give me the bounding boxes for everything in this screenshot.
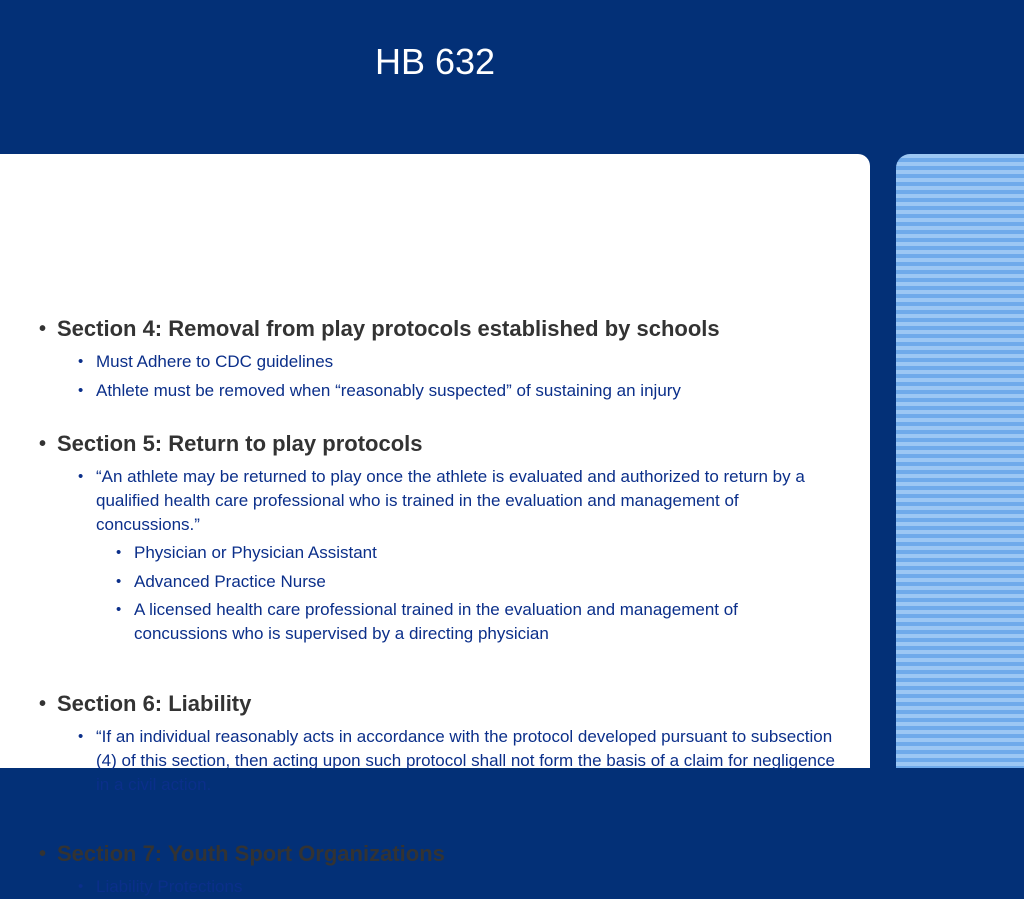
section-heading-text: Section 6: Liability <box>57 691 252 716</box>
striped-side-panel <box>896 154 1024 768</box>
list-subitem-text: Advanced Practice Nurse <box>134 572 326 591</box>
list-subitem-text: Physician or Physician Assistant <box>134 543 377 562</box>
list-item <box>78 875 841 899</box>
section-heading <box>39 431 423 457</box>
section-heading <box>39 841 445 867</box>
list-subitem <box>116 570 834 594</box>
section-heading-text: Section 4: Removal from play protocols established by schools <box>57 316 720 341</box>
bullet-icon: • <box>39 318 47 340</box>
bullet-icon: • <box>78 382 84 399</box>
bullet-icon: • <box>39 693 47 715</box>
bullet-icon: • <box>116 544 122 561</box>
section-heading-text: Section 5: Return to play protocols <box>57 431 423 456</box>
section-heading-text: Section 7: Youth Sport Organizations <box>57 841 445 866</box>
content-panel <box>0 154 870 896</box>
bullet-icon: • <box>116 573 122 590</box>
slide-title: HB 632 <box>374 41 496 82</box>
list-item-text: Athlete must be removed when “reasonably suspected” of sustaining an injury <box>96 381 681 400</box>
list-item <box>78 379 841 403</box>
bullet-list <box>0 154 870 896</box>
bullet-icon: • <box>78 468 84 485</box>
bullet-icon: • <box>39 433 47 455</box>
bullet-icon: • <box>78 353 84 370</box>
list-subitem <box>116 598 834 646</box>
bullet-icon: • <box>78 878 84 895</box>
list-subitem <box>116 541 834 565</box>
list-subitem-text: A licensed health care professional trained in the evaluation and management of concussions who is supervised by a directing physician <box>134 600 738 643</box>
section-heading <box>39 316 720 342</box>
bullet-icon: • <box>116 601 122 618</box>
list-item-text: Liability Protections <box>96 877 243 896</box>
list-item <box>78 725 841 797</box>
section-heading <box>39 691 252 717</box>
bullet-icon: • <box>39 843 47 865</box>
list-item-text: “An athlete may be returned to play once the athlete is evaluated and authorized to return by a qualified health care professional who is trained in the evaluation and management of concussions.” <box>96 467 805 534</box>
list-item <box>78 465 841 537</box>
list-item <box>78 350 841 374</box>
list-item-text: Must Adhere to CDC guidelines <box>96 352 334 371</box>
list-item-text: “If an individual reasonably acts in accordance with the protocol developed pursuant to subsection (4) of this section, then acting upon such protocol shall not form the basis of a claim for negligence in a civil action. <box>96 727 835 794</box>
bullet-icon: • <box>78 728 84 745</box>
